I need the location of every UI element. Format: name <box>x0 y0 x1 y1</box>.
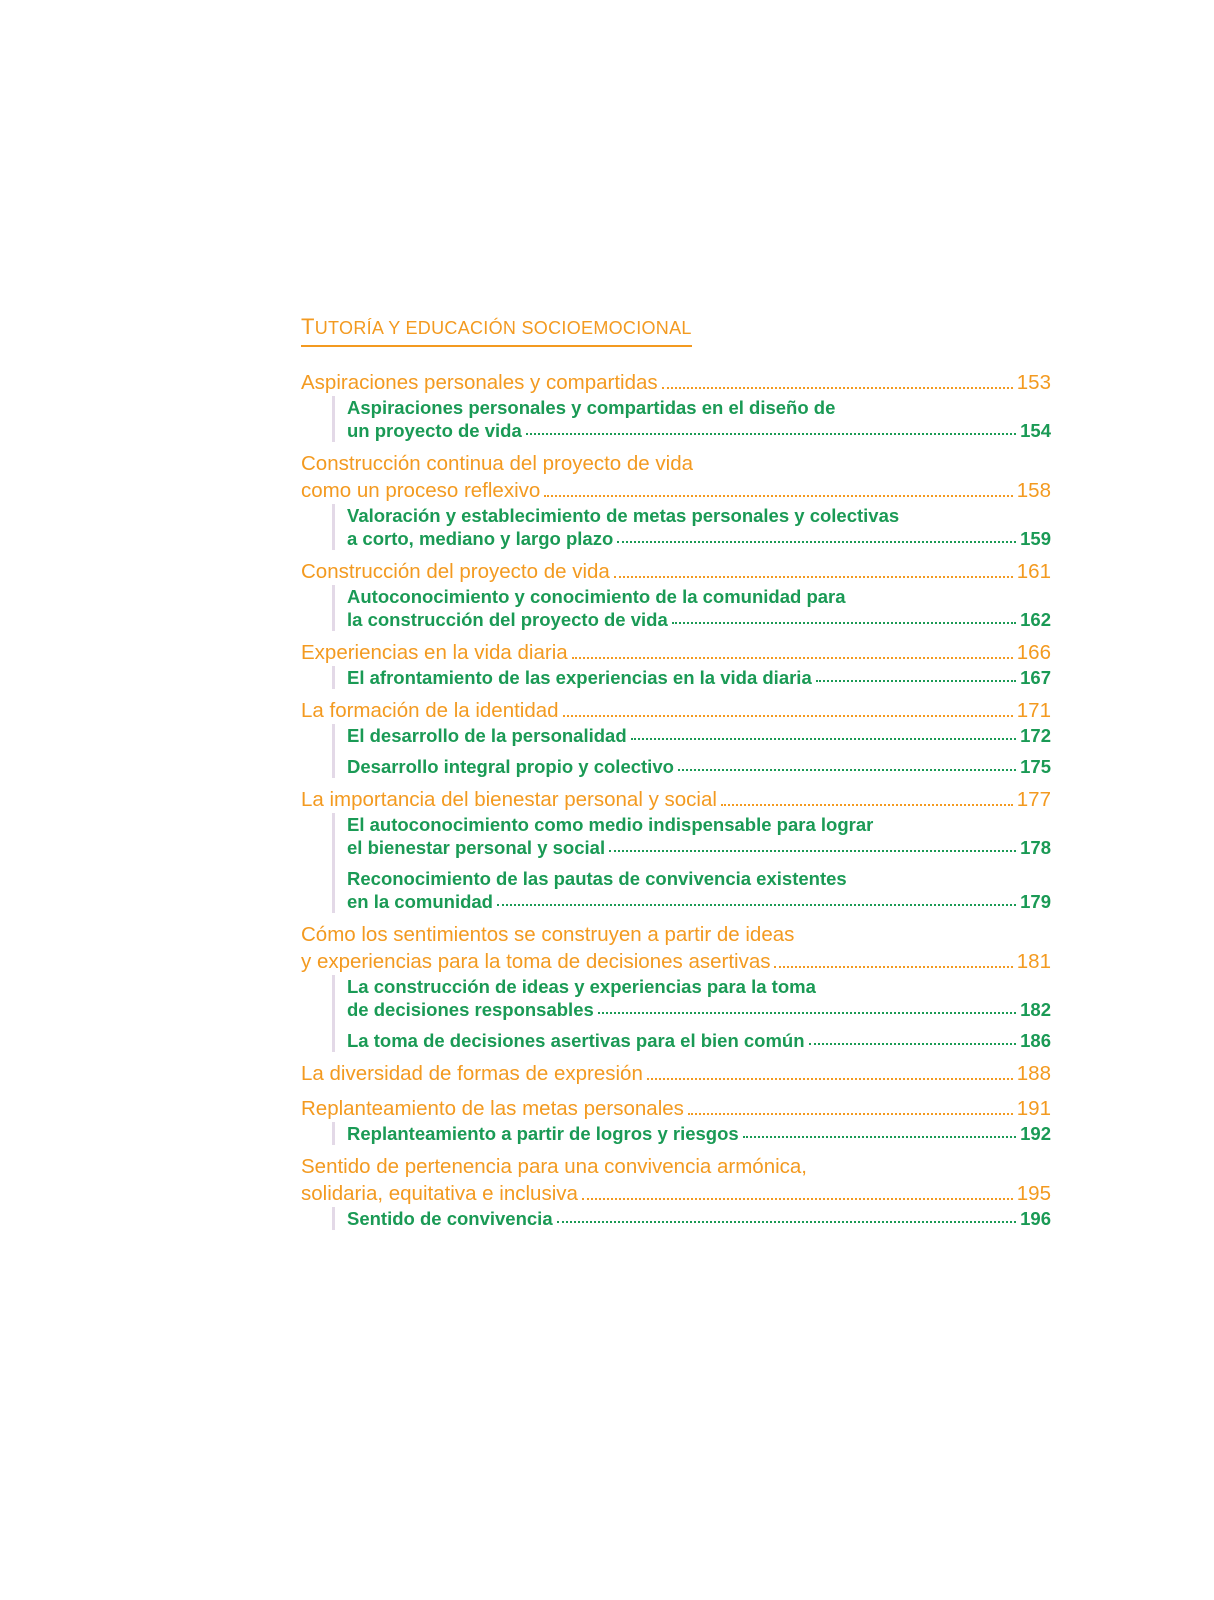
toc-heading <box>301 314 692 347</box>
toc-main-entry-text: Sentido de pertenencia para una convivencia armónica, <box>301 1155 807 1178</box>
toc-main-entry-line <box>301 921 1051 948</box>
toc-main-entry-text: La diversidad de formas de expresión <box>301 1062 643 1085</box>
toc-subentries <box>332 1207 1051 1230</box>
toc-main-entry-line <box>301 1180 1051 1207</box>
toc-main-entry-line <box>301 786 1051 813</box>
dot-leader <box>631 737 1016 740</box>
dot-leader <box>497 903 1016 906</box>
toc-sub-entry <box>347 396 1051 442</box>
toc-sub-entry-line <box>347 1207 1051 1230</box>
toc-section <box>301 1095 1051 1145</box>
toc-section <box>301 558 1051 631</box>
page-number: 196 <box>1020 1208 1051 1229</box>
dot-leader <box>617 540 1016 543</box>
page-number: 177 <box>1016 788 1051 811</box>
toc-sub-entry-text: El afrontamiento de las experiencias en la vida diaria <box>347 667 812 688</box>
toc-main-entry-text: Experiencias en la vida diaria <box>301 641 568 664</box>
toc-sub-entry-text: de decisiones responsables <box>347 999 594 1020</box>
page-number: 182 <box>1020 999 1051 1020</box>
toc-subentries <box>332 813 1051 913</box>
dot-leader <box>526 432 1016 435</box>
toc-main-entry-text: y experiencias para la toma de decisiones asertivas <box>301 950 771 973</box>
toc-sub-entry-text: Valoración y establecimiento de metas personales y colectivas <box>347 505 900 526</box>
toc-sub-entry-line <box>347 504 1051 527</box>
dot-leader <box>572 656 1013 659</box>
toc-sub-entry-line <box>347 396 1051 419</box>
dot-leader <box>743 1135 1016 1138</box>
page-number: 153 <box>1016 371 1051 394</box>
page-number: 171 <box>1016 699 1051 722</box>
page-number: 154 <box>1020 420 1051 441</box>
toc-main-entry-text: Construcción continua del proyecto de vida <box>301 452 694 475</box>
page-number: 172 <box>1020 725 1051 746</box>
toc-sub-entry <box>347 1029 1051 1052</box>
toc-subentries <box>332 585 1051 631</box>
toc-sub-entry-line <box>347 724 1051 747</box>
toc-sub-entry <box>347 504 1051 550</box>
toc-main-entry <box>301 697 1051 724</box>
toc-sub-entry <box>347 1122 1051 1145</box>
toc-section <box>301 1153 1051 1230</box>
toc-sub-entry <box>347 585 1051 631</box>
page-number: 191 <box>1016 1097 1051 1120</box>
dot-leader <box>816 679 1016 682</box>
toc-sub-entry-line <box>347 867 1051 890</box>
toc-main-entry-text: como un proceso reflexivo <box>301 479 541 502</box>
dot-leader <box>598 1011 1016 1014</box>
toc-main-entry <box>301 1153 1051 1207</box>
toc-sub-entry-text: Aspiraciones personales y compartidas en el diseño de <box>347 397 836 418</box>
toc-sub-entry <box>347 867 1051 913</box>
toc-main-entry-line <box>301 948 1051 975</box>
toc-sub-entry-line <box>347 419 1051 442</box>
toc-sub-entry-line <box>347 836 1051 859</box>
toc-sub-entry-text: La construcción de ideas y experiencias para la toma <box>347 976 816 997</box>
toc-main-entry-line <box>301 1095 1051 1122</box>
dot-leader <box>678 768 1016 771</box>
toc-sub-entry <box>347 975 1051 1021</box>
dot-leader <box>544 494 1012 497</box>
toc-sub-entry-text: un proyecto de vida <box>347 420 522 441</box>
toc-section <box>301 697 1051 778</box>
heading-initial: T <box>301 314 315 339</box>
page-number: 195 <box>1016 1182 1051 1205</box>
page-number: 178 <box>1020 837 1051 858</box>
toc-main-entry-text: La importancia del bienestar personal y social <box>301 788 717 811</box>
toc-section <box>301 786 1051 913</box>
dot-leader <box>721 803 1013 806</box>
toc-main-entry-text: La formación de la identidad <box>301 699 559 722</box>
toc-section <box>301 450 1051 550</box>
page-number: 166 <box>1016 641 1051 664</box>
dot-leader <box>662 386 1013 389</box>
toc-section <box>301 1060 1051 1087</box>
toc-section <box>301 369 1051 442</box>
toc-section <box>301 921 1051 1052</box>
page-number: 162 <box>1020 609 1051 630</box>
toc-subentries <box>332 396 1051 442</box>
toc-main-entry-line <box>301 477 1051 504</box>
toc-subentries <box>332 504 1051 550</box>
dot-leader <box>582 1197 1013 1200</box>
page-number: 159 <box>1020 528 1051 549</box>
toc-sub-entry-line <box>347 585 1051 608</box>
dot-leader <box>614 575 1013 578</box>
toc-sub-entry-line <box>347 527 1051 550</box>
toc-subentries <box>332 975 1051 1052</box>
toc-main-entry <box>301 921 1051 975</box>
page-number: 161 <box>1016 560 1051 583</box>
toc-sections <box>301 369 1051 1230</box>
toc-main-entry-text: Replanteamiento de las metas personales <box>301 1097 684 1120</box>
page-number: 179 <box>1020 891 1051 912</box>
toc-sub-entry-line <box>347 998 1051 1021</box>
toc-sub-entry-line <box>347 1122 1051 1145</box>
toc-main-entry-line <box>301 450 1051 477</box>
toc-sub-entry-line <box>347 755 1051 778</box>
toc-sub-entry-text: El desarrollo de la personalidad <box>347 725 627 746</box>
toc-sub-entry-line <box>347 890 1051 913</box>
toc-sub-entry <box>347 666 1051 689</box>
toc-main-entry-text: solidaria, equitativa e inclusiva <box>301 1182 578 1205</box>
toc-main-entry-line <box>301 639 1051 666</box>
toc-main-entry-line <box>301 369 1051 396</box>
dot-leader <box>563 714 1013 717</box>
toc-sub-entry <box>347 724 1051 747</box>
dot-leader <box>774 965 1012 968</box>
toc-sub-entry <box>347 755 1051 778</box>
toc-main-entry-line <box>301 697 1051 724</box>
page-number: 167 <box>1020 667 1051 688</box>
dot-leader <box>609 849 1016 852</box>
toc-sub-entry-text: a corto, mediano y largo plazo <box>347 528 614 549</box>
toc-sub-entry-text: El autoconocimiento como medio indispensable para lograr <box>347 814 874 835</box>
page-number: 192 <box>1020 1123 1051 1144</box>
page-number: 181 <box>1016 950 1051 973</box>
toc-main-entry <box>301 786 1051 813</box>
toc-sub-entry-text: la construcción del proyecto de vida <box>347 609 668 630</box>
toc-sub-entry-line <box>347 666 1051 689</box>
toc-sub-entry-text: Replanteamiento a partir de logros y riesgos <box>347 1123 739 1144</box>
toc-subentries <box>332 1122 1051 1145</box>
toc-sub-entry-line <box>347 813 1051 836</box>
toc-sub-entry-text: Desarrollo integral propio y colectivo <box>347 756 674 777</box>
toc-sub-entry-text: La toma de decisiones asertivas para el bien común <box>347 1030 805 1051</box>
toc-main-entry <box>301 639 1051 666</box>
toc-sub-entry-text: el bienestar personal y social <box>347 837 606 858</box>
toc-sub-entry-text: Sentido de convivencia <box>347 1208 553 1229</box>
page-number: 175 <box>1020 756 1051 777</box>
dot-leader <box>688 1112 1013 1115</box>
toc-sub-entry-line <box>347 1029 1051 1052</box>
toc-main-entry-text: Cómo los sentimientos se construyen a partir de ideas <box>301 923 795 946</box>
toc-sub-entry <box>347 1207 1051 1230</box>
toc-main-entry-text: Aspiraciones personales y compartidas <box>301 371 658 394</box>
toc-main-entry-line <box>301 558 1051 585</box>
page-number: 158 <box>1016 479 1051 502</box>
heading-rest: UTORÍA Y EDUCACIÓN SOCIOEMOCIONAL <box>314 318 692 338</box>
toc-subentries <box>332 666 1051 689</box>
toc-sub-entry-line <box>347 975 1051 998</box>
toc-main-entry <box>301 450 1051 504</box>
toc-main-entry-text: Construcción del proyecto de vida <box>301 560 610 583</box>
toc-sub-entry-line <box>347 608 1051 631</box>
toc-sub-entry-text: en la comunidad <box>347 891 493 912</box>
dot-leader <box>557 1220 1017 1223</box>
toc-main-entry <box>301 558 1051 585</box>
dot-leader <box>809 1042 1017 1045</box>
toc-main-entry-line <box>301 1153 1051 1180</box>
toc-main-entry-line <box>301 1060 1051 1087</box>
toc-sub-entry <box>347 813 1051 859</box>
toc-sub-entry-text: Reconocimiento de las pautas de convivencia existentes <box>347 868 847 889</box>
toc-main-entry <box>301 1095 1051 1122</box>
dot-leader <box>672 621 1016 624</box>
table-of-contents <box>301 314 1051 1238</box>
toc-section <box>301 639 1051 689</box>
page-number: 188 <box>1016 1062 1051 1085</box>
page-number: 186 <box>1020 1030 1051 1051</box>
dot-leader <box>647 1077 1013 1080</box>
toc-subentries <box>332 724 1051 778</box>
toc-sub-entry-text: Autoconocimiento y conocimiento de la comunidad para <box>347 586 846 607</box>
toc-main-entry <box>301 369 1051 396</box>
toc-main-entry <box>301 1060 1051 1087</box>
